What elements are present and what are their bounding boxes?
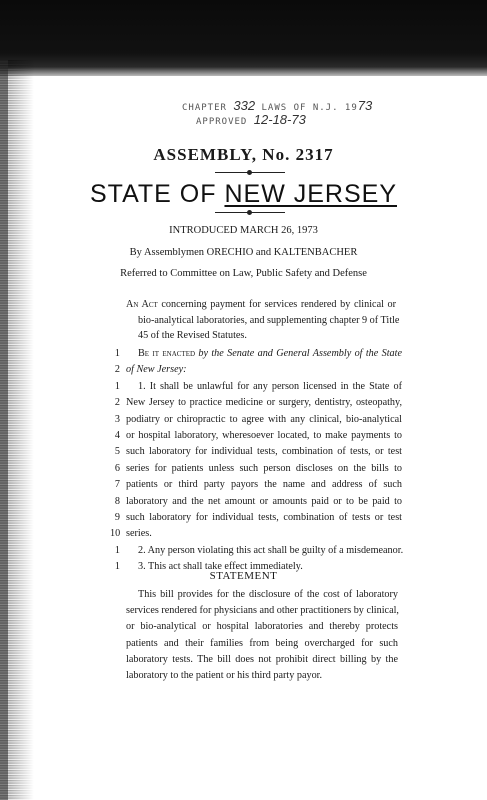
statement-line: laboratory to the patient or his third party payor. xyxy=(126,669,323,681)
bill-line xyxy=(114,461,402,477)
line-text: series for patients unless such person discloses on the bills to xyxy=(126,462,402,474)
sponsors-line: By Assemblymen ORECHIO and KALTENBACHER xyxy=(129,247,358,258)
state-title-part1: STATE OF xyxy=(90,180,225,208)
line-text: New Jersey to practice medicine or surgery, dentistry, osteopathy, xyxy=(126,397,402,409)
line-text: such laboratory for individual tests, combination of tests, or test xyxy=(126,446,402,458)
line-text: patients or third party payors the name and address of such xyxy=(126,479,402,491)
bill-line xyxy=(114,379,402,395)
line-number: 8 xyxy=(114,495,120,507)
introduced-date: INTRODUCED MARCH 26, 1973 xyxy=(169,225,318,236)
statement-line: services rendered for physicians and other practitioners by clinical, xyxy=(126,605,399,617)
stamp-chapter-number: 332 xyxy=(233,98,256,113)
line-number: 1 xyxy=(114,561,120,573)
bill-line xyxy=(114,444,402,460)
line-number: 9 xyxy=(114,511,120,523)
line-number: 4 xyxy=(114,429,120,441)
bill-number-heading: ASSEMBLY, No. 2317 xyxy=(153,145,334,164)
enacting-text: by the Senate and General Assembly of the State xyxy=(198,348,403,359)
line-number: 6 xyxy=(114,462,120,474)
ornament-dot xyxy=(247,170,252,175)
ornament-dot xyxy=(247,210,252,215)
enacting-text: of New Jersey: xyxy=(126,364,187,376)
line-text: laboratory and the net amount or amounts paid or to be paid to xyxy=(126,495,402,507)
line-text: such laboratory for individual tests, combination of tests or test xyxy=(126,511,402,523)
enacting-lead: Be it enacted xyxy=(138,348,196,359)
bill-line xyxy=(114,428,402,444)
stamp-chapter-line xyxy=(182,98,372,113)
bill-line xyxy=(114,543,404,559)
line-text: 2. Any person violating this act shall be guilty of a misdemeanor. xyxy=(138,544,404,556)
stamp-approved-line xyxy=(196,112,306,127)
line-number: 2 xyxy=(114,364,120,376)
statement-body xyxy=(126,587,398,684)
committee-referral: Referred to Committee on Law, Public Safety and Defense xyxy=(120,268,367,279)
stamp-chapter-label: CHAPTER xyxy=(182,103,227,113)
bill-line xyxy=(114,477,402,493)
statement-line: This bill provides for the disclosure of the cost of laboratory xyxy=(138,589,398,600)
statement-line: laboratory tests. The bill does not prohibit direct billing by the xyxy=(126,653,398,665)
state-title-part2: NEW JERSEY xyxy=(224,180,397,208)
stamp-approved-date: 12-18-73 xyxy=(253,112,306,127)
act-title-line xyxy=(126,297,396,313)
state-title xyxy=(0,180,487,209)
line-number: 7 xyxy=(114,479,120,491)
statement-heading: STATEMENT xyxy=(209,570,278,582)
ornament-rule-top xyxy=(215,172,285,173)
statement-line: or bio-analytical or hospital laboratories and thereby protects xyxy=(126,621,398,633)
act-title xyxy=(126,297,400,344)
line-number: 10 xyxy=(110,528,121,540)
bill-line xyxy=(114,412,402,428)
line-number: 1 xyxy=(114,380,120,392)
line-number: 2 xyxy=(114,397,120,409)
act-title-line: bio-analytical laboratories, and supplementing chapter 9 of Title xyxy=(138,314,400,326)
scan-binding-edge xyxy=(0,60,34,800)
bill-line xyxy=(114,346,403,362)
bill-line xyxy=(114,494,402,510)
scan-dark-band xyxy=(0,0,487,76)
line-text: series. xyxy=(126,528,152,540)
bill-lines xyxy=(110,379,404,576)
bill-line xyxy=(110,526,396,542)
stamp-laws-label: LAWS OF N.J. 19 xyxy=(261,103,358,113)
act-lead: An Act xyxy=(126,299,158,310)
stamp-approved-label: APPROVED xyxy=(196,117,248,127)
bill-line xyxy=(114,362,396,378)
bill-body xyxy=(110,346,404,575)
line-text: podiatry or chiropractic to agree with any clinical, bio-analytical xyxy=(126,413,402,425)
stamp-year: 73 xyxy=(357,98,373,113)
statement-line: patients and their families from being overcharged for such xyxy=(126,637,398,649)
ornament-rule-bottom xyxy=(215,212,285,213)
line-text: 3. This act shall take effect immediately. xyxy=(138,561,303,573)
act-title-line: 45 of the Revised Statutes. xyxy=(138,330,247,342)
line-text: 1. It shall be unlawful for any person licensed in the State of xyxy=(138,380,402,392)
bill-line xyxy=(114,395,402,411)
enacting-clause xyxy=(126,346,402,362)
line-number: 1 xyxy=(114,348,120,359)
line-text: or hospital laboratory, wheresoever located, to make payments to xyxy=(126,429,402,441)
line-number: 1 xyxy=(114,544,120,556)
line-number: 5 xyxy=(114,446,120,458)
bill-line xyxy=(114,510,402,526)
line-number: 3 xyxy=(114,413,120,425)
act-title-text: concerning payment for services rendered by clinical or xyxy=(161,299,397,310)
